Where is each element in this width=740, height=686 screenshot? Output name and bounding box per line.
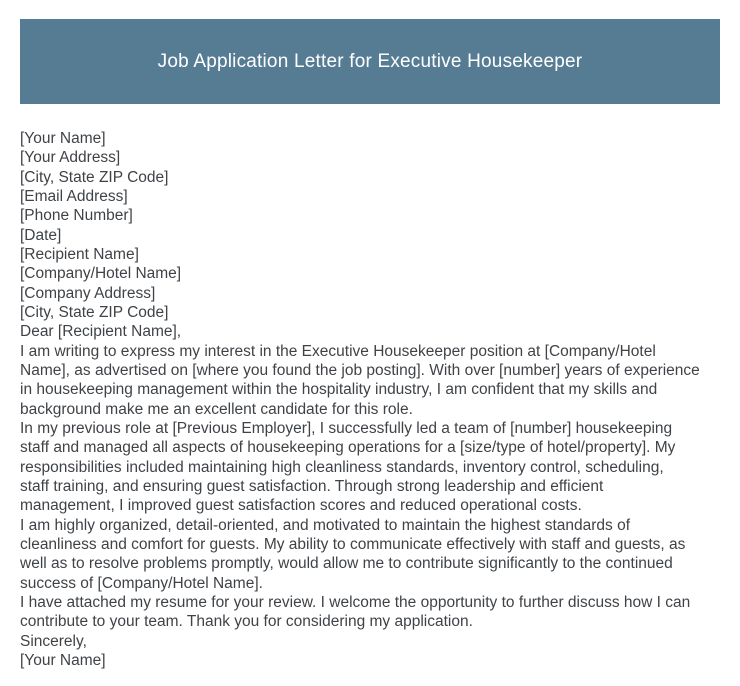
letter-line: I am highly organized, detail-oriented, and motivated to maintain the highest standards of xyxy=(20,516,631,534)
paragraph-3 xyxy=(20,516,728,593)
letter-line: responsibilities included maintaining high cleanliness standards, inventory control, scheduling, xyxy=(20,458,664,476)
sender-block xyxy=(20,129,728,245)
letter-line: [Company Address] xyxy=(20,284,156,302)
letter-line: [Email Address] xyxy=(20,187,128,205)
signature: [Your Name] xyxy=(20,651,106,669)
recipient-block xyxy=(20,245,728,322)
paragraph-2 xyxy=(20,419,728,516)
letter-line: [Your Address] xyxy=(20,149,121,167)
letter-line: in housekeeping management within the hospitality industry, I am confident that my skills and xyxy=(20,381,658,399)
paragraph-4 xyxy=(20,593,728,632)
letter-line: [City, State ZIP Code] xyxy=(20,168,169,186)
letter-line: management, I improved guest satisfaction scores and reduced operational costs. xyxy=(20,497,582,515)
letter-line: [Company/Hotel Name] xyxy=(20,265,182,283)
letter-line: contribute to your team. Thank you for considering my application. xyxy=(20,613,473,631)
letter-line: staff training, and ensuring guest satisfaction. Through strong leadership and efficient xyxy=(20,477,604,495)
paragraph-1 xyxy=(20,342,728,419)
letter-line: I have attached my resume for your review. I welcome the opportunity to further discuss how I can xyxy=(20,593,691,611)
closing: Sincerely, xyxy=(20,632,87,650)
letter-line: Name], as advertised on [where you found the job posting]. With over [number] years of experience xyxy=(20,361,700,379)
page-title: Job Application Letter for Executive Housekeeper xyxy=(157,50,583,72)
letter-line: [Your Name] xyxy=(20,130,106,147)
letter-line: [City, State ZIP Code] xyxy=(20,303,169,321)
letter-line: [Date] xyxy=(20,226,62,244)
letter-line: background make me an excellent candidate for this role. xyxy=(20,400,413,418)
letter-line: I am writing to express my interest in the Executive Housekeeper position at [Company/Hotel xyxy=(20,342,656,360)
letter-line: In my previous role at [Previous Employer], I successfully led a team of [number] housekeeping xyxy=(20,419,673,437)
letter-line: [Recipient Name] xyxy=(20,245,139,263)
letter-line: well as to resolve problems promptly, would allow me to contribute significantly to the continued xyxy=(20,555,673,573)
letter-line: cleanliness and comfort for guests. My ability to communicate effectively with staff and guests, as xyxy=(20,535,686,553)
salutation: Dear [Recipient Name], xyxy=(20,323,182,341)
letter-body xyxy=(20,129,728,670)
letter-line: [Phone Number] xyxy=(20,207,133,225)
header-banner xyxy=(20,19,720,104)
letter-line: success of [Company/Hotel Name]. xyxy=(20,574,263,592)
letter-line: staff and managed all aspects of housekeeping operations for a [size/type of hotel/property]. My xyxy=(20,439,676,457)
